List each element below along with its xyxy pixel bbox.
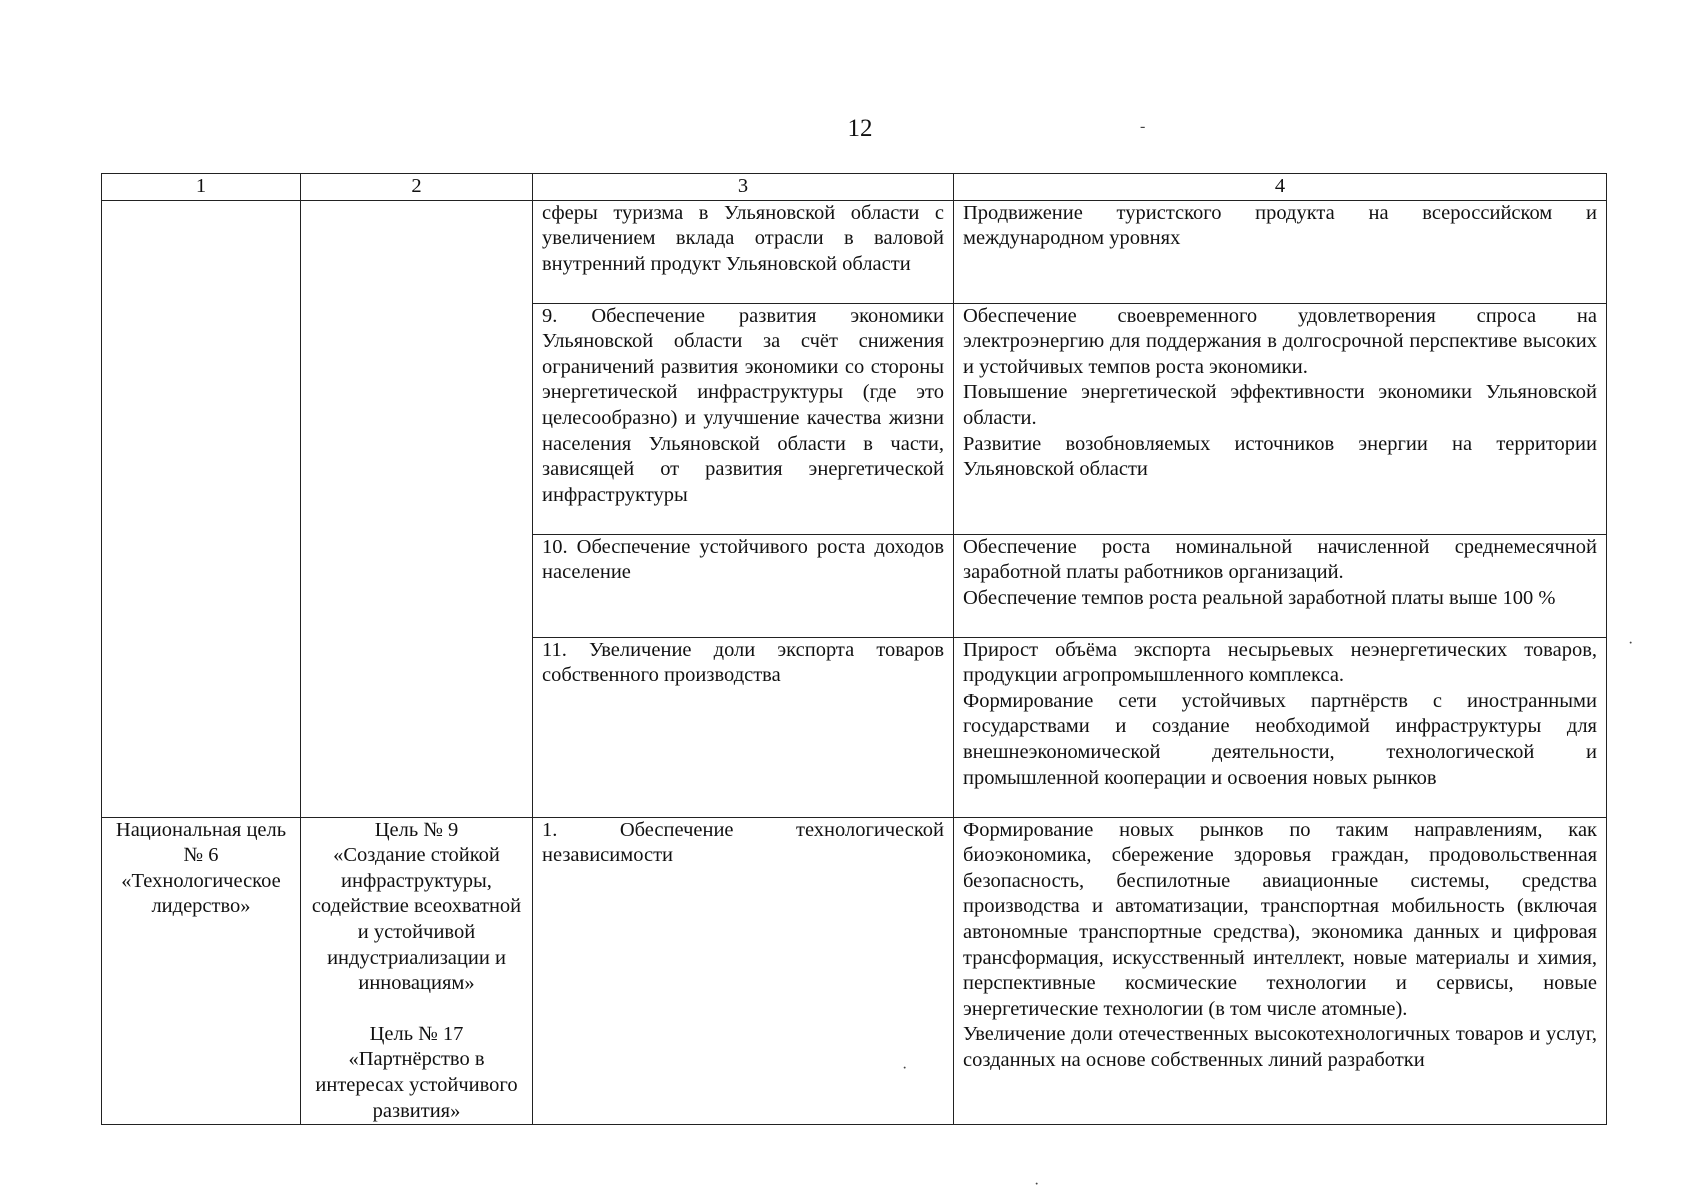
goal-9-title: Цель № 9 xyxy=(374,818,459,841)
row3-col4-para-2: Обеспечение темпов роста реальной заработной платы выше 100 % xyxy=(963,586,1556,609)
row1-col4 xyxy=(954,200,1607,303)
header-col-1: 1 xyxy=(102,174,301,201)
row4-col4-para-2: Формирование сети устойчивых партнёрств с иностранными государствами и создание необходимой инфраструктуры для внешнеэкономической деятельности, технологической и промышленной кооперации и освоения новых рынков xyxy=(963,689,1597,789)
row5-col4-para-1: Формирование новых рынков по таким направлениям, как биоэкономика, сбережение здоровья граждан, продовольственная безопасность, беспилотные авиационные системы, средства производства и автоматизации, транспортная мобильность (включая автономные транспортные средства), экономика данных и цифровая трансформация, искусственный интеллект, новые материалы и химия, перспективные космические технологии и сервисы, новые энергетические технологии (в том числе атомные). xyxy=(963,818,1597,1020)
row4-col1 xyxy=(102,637,301,817)
row1-col2 xyxy=(301,200,533,303)
row2-col2 xyxy=(301,303,533,534)
goal-9-text: «Создание стойкой инфраструктуры, содействие всеохватной и устойчивой индустриализации и инновациям» xyxy=(311,844,522,995)
row2-col1 xyxy=(102,303,301,534)
row5-col4 xyxy=(954,817,1607,1125)
row5-col3 xyxy=(533,817,954,1125)
table-header-row xyxy=(102,174,1607,201)
row1-col3 xyxy=(533,200,954,303)
row3-col3-text: 10. Обеспечение устойчивого роста доходов население xyxy=(542,535,944,584)
row2-col3-text: 9. Обеспечение развития экономики Ульяновской области за счёт снижения ограничений развития экономики со стороны энергетической инфраструктуры (где это целесообразно) и улучшение качества жизни населения Ульяновской области в части, зависящей от развития энергетической инфраструктуры xyxy=(542,304,944,506)
table-row xyxy=(102,303,1607,534)
row4-col3 xyxy=(533,637,954,817)
table-row xyxy=(102,817,1607,1125)
table-row xyxy=(102,534,1607,637)
row4-col3-text: 11. Увеличение доли экспорта товаров собственного производства xyxy=(542,638,944,687)
row4-col4-para-1: Прирост объёма экспорта несырьевых неэнергетических товаров, продукции агропромышленного комплекса. xyxy=(963,638,1597,687)
table-row xyxy=(102,637,1607,817)
header-col-2: 2 xyxy=(301,174,533,201)
row1-col1 xyxy=(102,200,301,303)
scan-speck: - xyxy=(1140,118,1146,135)
row3-col3 xyxy=(533,534,954,637)
goal-spacer xyxy=(305,997,528,1022)
row2-col3 xyxy=(533,303,954,534)
scan-speck: · xyxy=(1034,1176,1040,1193)
row3-col2 xyxy=(301,534,533,637)
row1-col3-text: сферы туризма в Ульяновской области с увеличением вклада отрасли в валовой внутренний продукт Ульяновской области xyxy=(542,201,944,275)
header-col-4: 4 xyxy=(954,174,1607,201)
row2-col4-para-3: Развитие возобновляемых источников энергии на территории Ульяновской области xyxy=(963,432,1597,481)
row5-col4-para-2: Увеличение доли отечественных высокотехнологичных товаров и услуг, созданных на основе собственных линий разработки xyxy=(963,1023,1597,1071)
national-goal-text: Национальная цель № 6 «Технологическое лидерство» xyxy=(115,818,287,918)
table-row xyxy=(102,200,1607,303)
goal-17-title: Цель № 17 xyxy=(369,1022,464,1045)
row2-col4-para-2: Повышение энергетической эффективности экономики Ульяновской области. xyxy=(963,381,1597,429)
row2-col4 xyxy=(954,303,1607,534)
scan-speck: · xyxy=(1628,635,1634,652)
row4-col2 xyxy=(301,637,533,817)
row3-col4-para-1: Обеспечение роста номинальной начисленной среднемесячной заработной платы работников организаций. xyxy=(963,535,1597,584)
scan-speck: · xyxy=(902,1060,908,1077)
page-number: 12 xyxy=(847,115,873,142)
row3-col4 xyxy=(954,534,1607,637)
row2-col4-para-1: Обеспечение своевременного удовлетворения спроса на электроэнергию для поддержания в долгосрочной перспективе высоких и устойчивых темпов роста экономики. xyxy=(963,304,1597,378)
goal-17-text: «Партнёрство в интересах устойчивого развития» xyxy=(315,1048,518,1122)
row5-col1 xyxy=(102,817,301,1125)
row5-col2 xyxy=(301,817,533,1125)
row3-col1 xyxy=(102,534,301,637)
row5-col3-text: 1. Обеспечение технологической независимости xyxy=(542,818,944,867)
row4-col4 xyxy=(954,637,1607,817)
header-col-3: 3 xyxy=(533,174,954,201)
goals-table xyxy=(101,173,1607,1125)
row1-col4-text: Продвижение туристского продукта на всероссийском и международном уровнях xyxy=(963,201,1597,250)
